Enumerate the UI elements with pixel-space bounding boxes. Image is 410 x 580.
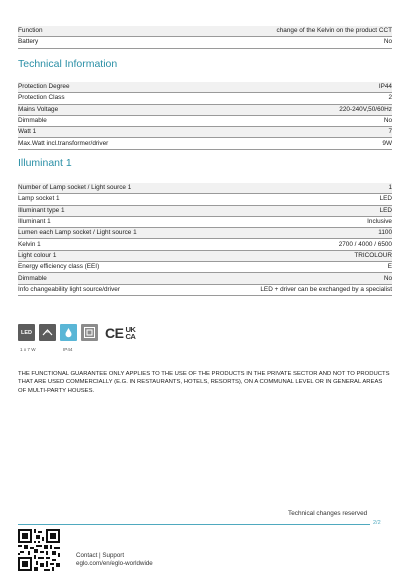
row-value: 2 xyxy=(388,94,392,102)
footer-divider xyxy=(18,524,370,525)
row-value: IP44 xyxy=(378,83,392,91)
table-row xyxy=(18,82,392,93)
protection-class-2-icon xyxy=(81,324,98,341)
row-label: Dimmable xyxy=(18,117,47,125)
ce-ukca-marks xyxy=(105,325,135,341)
row-label: Number of Lamp socket / Light source 1 xyxy=(18,184,132,192)
led-icon xyxy=(18,324,35,341)
ce-mark-icon: CE xyxy=(105,324,124,341)
row-label: Dimmable xyxy=(18,274,47,282)
contact-url-link[interactable]: eglo.com/en/eglo-worldwide xyxy=(76,560,153,568)
technical-table xyxy=(18,82,392,150)
section-heading-illuminant: Illuminant 1 xyxy=(18,157,72,169)
top-table xyxy=(18,26,392,49)
row-value: 1100 xyxy=(378,229,392,237)
row-value: No xyxy=(383,117,392,125)
row-value: LED xyxy=(379,195,392,203)
contact-support-label: Contact | Support xyxy=(76,552,125,559)
led-icon-text: LED xyxy=(21,329,32,336)
table-row xyxy=(18,26,392,37)
row-value: change of the Kelvin on the product CCT xyxy=(276,27,392,35)
table-row xyxy=(18,251,392,262)
table-row xyxy=(18,239,392,250)
table-row xyxy=(18,228,392,239)
ukca-mark-icon xyxy=(125,326,135,340)
row-value: LED xyxy=(379,206,392,214)
ip-label: IP44 xyxy=(63,347,73,352)
table-row xyxy=(18,206,392,217)
table-row xyxy=(18,116,392,127)
table-row xyxy=(18,183,392,194)
row-label: Protection Class xyxy=(18,94,65,102)
row-label: Energy efficiency class (EEI) xyxy=(18,263,100,271)
row-value: LED + driver can be exchanged by a specialist xyxy=(260,285,392,293)
row-label: Illuminant type 1 xyxy=(18,206,65,214)
row-label: Kelvin 1 xyxy=(18,240,41,248)
ukca-top: UK xyxy=(125,324,136,334)
row-label: Lamp socket 1 xyxy=(18,195,60,203)
row-label: Mains Voltage xyxy=(18,105,59,113)
row-label: Lumen each Lamp socket / Light source 1 xyxy=(18,229,137,237)
row-label: Watt 1 xyxy=(18,128,37,136)
row-value: No xyxy=(383,274,392,282)
section-heading-technical: Technical Information xyxy=(18,58,118,70)
ip44-water-drop-icon xyxy=(60,324,77,341)
certification-icons xyxy=(18,324,135,341)
row-label: Light colour 1 xyxy=(18,251,57,259)
page-number: 2/2 xyxy=(373,520,381,526)
row-label: Max.Watt incl.transformer/driver xyxy=(18,139,109,147)
row-value: 9W xyxy=(382,139,392,147)
row-value: E xyxy=(387,263,392,271)
row-value: 1 xyxy=(388,184,392,192)
row-value: TRICOLOUR xyxy=(354,251,392,259)
table-row xyxy=(18,273,392,284)
row-value: 7 xyxy=(388,128,392,136)
guarantee-notice: THE FUNCTIONAL GUARANTEE ONLY APPLIES TO THE USE OF THE PRODUCTS IN THE PRIVATE SECTOR AND NOT TO PRODUCTS THAT ARE USED COMMERCIALLY (E.G. IN RESTAURANTS, HOTELS, RESORTS), ON A COMMUNAL LEVEL OR IN GENERAL AREAS OF MULTI-PARTY HOUSES. xyxy=(18,371,390,394)
table-row xyxy=(18,285,392,296)
illuminant-table xyxy=(18,183,392,296)
contact-block xyxy=(76,552,153,569)
row-label: Illuminant 1 xyxy=(18,218,51,226)
row-label: Protection Degree xyxy=(18,83,70,91)
qr-code-icon xyxy=(18,529,60,571)
row-label: Function xyxy=(18,27,43,35)
row-value: Inclusive xyxy=(367,218,392,226)
table-row xyxy=(18,262,392,273)
ukca-bottom: CA xyxy=(125,331,136,341)
lamp-shade-icon xyxy=(39,324,56,341)
row-value: 2700 / 4000 / 6500 xyxy=(338,240,392,248)
row-label: Info changeability light source/driver xyxy=(18,285,120,293)
table-row xyxy=(18,138,392,149)
table-row xyxy=(18,37,392,48)
table-row xyxy=(18,105,392,116)
table-row xyxy=(18,93,392,104)
watt-label: 1 x 7 W xyxy=(20,347,36,352)
table-row xyxy=(18,127,392,138)
table-row xyxy=(18,194,392,205)
row-label: Battery xyxy=(18,38,39,46)
row-value: No xyxy=(383,38,392,46)
technical-changes-note: Technical changes reserved xyxy=(288,510,368,517)
row-value: 220-240V,50/60Hz xyxy=(339,105,392,113)
table-row xyxy=(18,217,392,228)
